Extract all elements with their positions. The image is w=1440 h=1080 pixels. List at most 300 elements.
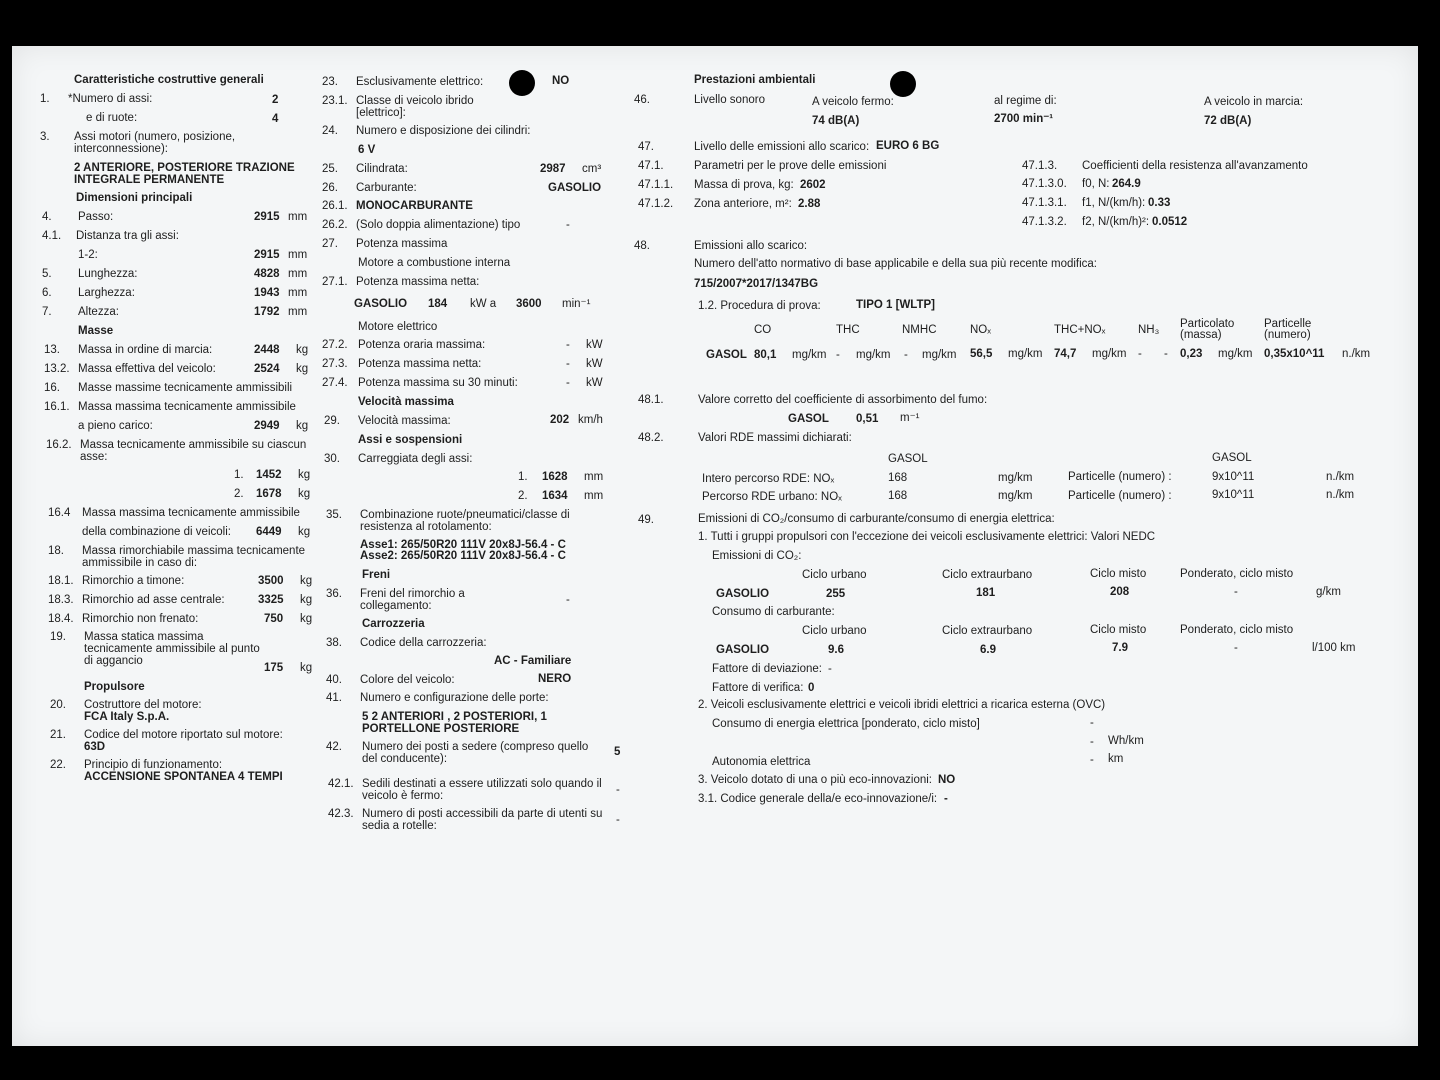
- col3-text: Ciclo urbano: [802, 569, 867, 581]
- col3-text: Percorso RDE urbano: NOₓ: [702, 491, 842, 503]
- col3-text: Valori RDE massimi dichiarati:: [698, 432, 852, 444]
- col3-text: Emissioni allo scarico:: [694, 240, 808, 252]
- col2-text: Potenza massima netta:: [358, 358, 482, 370]
- col2-text: AC - Familiare: [494, 655, 572, 667]
- col2-text: -: [566, 377, 570, 389]
- col3-text: mg/km: [1218, 348, 1253, 360]
- col2-text: NERO: [538, 673, 572, 685]
- col3-text: (massa): [1180, 329, 1222, 341]
- col3-text: 264.9: [1112, 178, 1141, 190]
- col3-text: Autonomia elettrica: [712, 756, 811, 768]
- col2-text: 35.: [326, 509, 342, 521]
- col1-text: 19.: [50, 631, 66, 643]
- col2-text: 42.3.: [328, 808, 354, 820]
- col2-text: Motore elettrico: [358, 321, 438, 333]
- col3-text: Prestazioni ambientali: [694, 74, 816, 86]
- col2-text: 24.: [322, 125, 338, 137]
- col3-text: CO: [754, 324, 772, 336]
- col3-text: f1, N/(km/h):: [1082, 197, 1146, 209]
- col3-text: GASOLIO: [716, 588, 770, 600]
- col2-text: GASOLIO: [548, 182, 602, 194]
- col3-text: 0,23: [1180, 348, 1203, 360]
- col3-text: f0, N:: [1082, 178, 1110, 190]
- col3-text: 0,51: [856, 413, 879, 425]
- col2-text: 27.2.: [322, 339, 348, 351]
- col2-text: 5: [614, 746, 621, 758]
- col3-text: 47.1.1.: [638, 179, 674, 191]
- col3-text: Ciclo extraurbano: [942, 625, 1033, 637]
- col1-text: 18.3.: [48, 594, 74, 606]
- col2-text: Sedili destinati a essere utilizzati solo quando il veicolo è fermo:: [362, 778, 602, 802]
- col3-text: -: [1164, 348, 1168, 360]
- col3-text: 80,1: [754, 349, 777, 361]
- col2-text: (Solo doppia alimentazione) tipo: [356, 219, 521, 231]
- col1-text: 1678: [256, 488, 282, 500]
- col2-text: MONOCARBURANTE: [356, 200, 473, 212]
- col3-text: 2602: [800, 179, 826, 191]
- col1-text: 21.: [50, 729, 66, 741]
- col2-text: -: [616, 814, 620, 826]
- col2-text: 26.1.: [322, 200, 348, 212]
- col2-text: -: [616, 784, 620, 796]
- col2-text: Carburante:: [356, 182, 417, 194]
- col2-text: kW a: [470, 298, 497, 310]
- col3-text: m⁻¹: [900, 412, 920, 424]
- col2-text: 30.: [324, 453, 340, 465]
- col2-text: Colore del veicolo:: [360, 674, 455, 686]
- col2-text: 42.: [326, 741, 342, 753]
- col2-text: kW: [586, 377, 603, 389]
- col1-text: 4.: [42, 211, 52, 223]
- col3-text: n./km: [1342, 348, 1371, 360]
- col3-text: Consumo di carburante:: [712, 606, 835, 618]
- col3-text: 168: [888, 472, 908, 484]
- col3-text: 2. Veicoli esclusivamente elettrici e veicoli ibridi elettrici a ricarica esterna (OVC): [698, 699, 1106, 711]
- col2-text: 1628: [542, 471, 568, 483]
- col1-text: 4.1.: [42, 230, 62, 242]
- col2-text: mm: [584, 490, 604, 502]
- col1-text: 18.4.: [48, 613, 74, 625]
- col1-text: ACCENSIONE SPONTANEA 4 TEMPI: [84, 771, 283, 783]
- col2-text: Carreggiata degli assi:: [358, 453, 473, 465]
- col3-text: Particelle (numero) :: [1068, 471, 1172, 483]
- col3-text: 2.88: [798, 198, 821, 210]
- col3-text: -: [1090, 754, 1094, 766]
- col3-text: 56,5: [970, 348, 993, 360]
- col1-text: Caratteristiche costruttive generali: [74, 74, 264, 86]
- col2-text: 3600: [516, 298, 542, 310]
- col3-text: f2, N/(km/h)²:: [1082, 216, 1150, 228]
- col3-text: 181: [976, 587, 996, 599]
- col3-text: 9x10^11: [1212, 489, 1255, 501]
- col1-text: mm: [288, 211, 308, 223]
- col3-text: Ciclo extraurbano: [942, 569, 1033, 581]
- col3-text: -: [1234, 642, 1238, 654]
- col2-text: 184: [428, 298, 448, 310]
- col3-text: -: [1234, 586, 1238, 598]
- col2-text: -: [566, 358, 570, 370]
- col3-text: Ponderato, ciclo misto: [1180, 624, 1294, 636]
- col2-text: 27.3.: [322, 358, 348, 370]
- col1-text: Costruttore del motore:: [84, 699, 202, 711]
- col3-text: n./km: [1326, 489, 1355, 501]
- col3-text: 72 dB(A): [1204, 115, 1252, 127]
- col3-text: NH₃: [1138, 324, 1160, 336]
- col2-text: 27.: [322, 238, 338, 250]
- col1-text: 1792: [254, 306, 280, 318]
- col3-text: 3. Veicolo dotato di una o più eco-innovazioni:: [698, 774, 932, 786]
- col3-text: (numero): [1264, 329, 1311, 341]
- col1-text: 63D: [84, 741, 106, 753]
- col3-text: Fattore di verifica:: [712, 682, 804, 694]
- col1-text: 3.: [40, 131, 50, 143]
- col3-text: -: [1090, 736, 1094, 748]
- col1-text: Assi motori (numero, posizione, interconnessione):: [74, 131, 236, 155]
- col3-text: 47.: [638, 141, 654, 153]
- col1-text: 16.: [44, 382, 60, 394]
- col3-text: 7.9: [1112, 642, 1128, 654]
- col3-text: GASOL: [788, 413, 829, 425]
- col3-text: al regime di:: [994, 95, 1057, 107]
- col3-text: l/100 km: [1312, 642, 1356, 654]
- col2-text: Potenza massima netta:: [356, 276, 480, 288]
- col1-text: 1943: [254, 287, 280, 299]
- col3-text: Ciclo urbano: [802, 625, 867, 637]
- col3-text: -: [836, 349, 840, 361]
- col3-text: -: [1090, 717, 1094, 729]
- col3-text: Intero percorso RDE: NOₓ: [702, 473, 835, 485]
- col2-text: 1.: [518, 471, 528, 483]
- col1-text: mm: [288, 306, 308, 318]
- col3-text: Valore corretto del coefficiente di assorbimento del fumo:: [698, 394, 988, 406]
- col2-text: 23.: [322, 76, 338, 88]
- col1-text: Rimorchio a timone:: [82, 575, 185, 587]
- col1-text: Masse: [78, 325, 114, 337]
- col3-text: Emissioni di CO₂/consumo di carburante/consumo di energia elettrica:: [698, 513, 1055, 525]
- col1-text: 16.4: [48, 507, 71, 519]
- col1-text: Rimorchio ad asse centrale:: [82, 594, 225, 606]
- col1-text: 1.: [234, 469, 244, 481]
- col3-text: 1.2. Procedura di prova:: [698, 300, 821, 312]
- col1-text: 3325: [258, 594, 284, 606]
- col1-text: kg: [298, 469, 311, 481]
- col2-text: Codice della carrozzeria:: [360, 637, 487, 649]
- col1-text: 7.: [42, 306, 52, 318]
- col3-text: NOₓ: [970, 324, 992, 336]
- col1-text: 4828: [254, 268, 280, 280]
- col3-text: 0,35x10^11: [1264, 348, 1325, 360]
- col1-text: Masse massime tecnicamente ammissibili: [78, 382, 293, 394]
- col1-text: 4: [272, 113, 279, 125]
- col3-text: Ciclo misto: [1090, 568, 1147, 580]
- col3-text: Parametri per le prove delle emissioni: [694, 160, 887, 172]
- col1-text: 1452: [256, 469, 282, 481]
- col2-text: Motore a combustione interna: [358, 257, 511, 269]
- col3-text: Ponderato, ciclo misto: [1180, 568, 1294, 580]
- col3-text: -: [944, 793, 948, 805]
- col3-text: GASOL: [706, 349, 747, 361]
- col1-text: 750: [264, 613, 284, 625]
- col3-text: Livello sonoro: [694, 94, 765, 106]
- col2-text: 202: [550, 414, 570, 426]
- col2-text: NO: [552, 75, 570, 87]
- col2-text: Asse1: 265/50R20 111V 20x8J-56.4 - C: [360, 539, 566, 551]
- col1-text: kg: [300, 662, 313, 674]
- col3-text: Particelle: [1264, 318, 1312, 330]
- col3-text: 46.: [634, 94, 650, 106]
- col3-text: 0.0512: [1152, 216, 1188, 228]
- col1-text: 5.: [42, 268, 52, 280]
- col2-text: Numero di posti accessibili da parte di utenti su sedia a rotelle:: [362, 808, 603, 832]
- col1-text: mm: [288, 249, 308, 261]
- col1-text: kg: [300, 613, 313, 625]
- col1-text: 2 ANTERIORE, POSTERIORE TRAZIONE INTEGRALE PERMANENTE: [74, 162, 295, 186]
- col1-text: Altezza:: [78, 306, 119, 318]
- col1-text: Larghezza:: [78, 287, 135, 299]
- col3-text: Fattore di deviazione:: [712, 663, 822, 675]
- col3-text: 0: [808, 682, 815, 694]
- col1-text: Propulsore: [84, 681, 145, 693]
- col3-text: THC+NOₓ: [1054, 324, 1106, 336]
- col2-text: 38.: [326, 637, 342, 649]
- col3-text: 715/2007*2017/1347BG: [694, 278, 819, 290]
- col1-text: *Numero di assi:: [68, 93, 153, 105]
- col3-text: Livello delle emissioni allo scarico:: [694, 141, 870, 153]
- col1-text: Principio di funzionamento:: [84, 759, 223, 771]
- col1-text: 6.: [42, 287, 52, 299]
- col3-text: g/km: [1316, 586, 1341, 598]
- col1-text: 16.1.: [44, 401, 70, 413]
- col2-text: 26.2.: [322, 219, 348, 231]
- col1-text: kg: [298, 526, 311, 538]
- col3-text: 74 dB(A): [812, 115, 860, 127]
- col3-text: 47.1.3.: [1022, 160, 1058, 172]
- col1-text: Massa effettiva del veicolo:: [78, 363, 216, 375]
- col2-text: Cilindrata:: [356, 163, 408, 175]
- col1-text: 18.1.: [48, 575, 74, 587]
- col2-text: kW: [586, 358, 603, 370]
- col2-text: Potenza massima su 30 minuti:: [358, 377, 518, 389]
- col3-text: NMHC: [902, 324, 937, 336]
- col2-text: Velocità massima:: [358, 415, 451, 427]
- col2-text: min⁻¹: [562, 298, 591, 310]
- col2-text: Esclusivamente elettrico:: [356, 76, 484, 88]
- col3-text: 49.: [638, 514, 654, 526]
- col2-text: -: [566, 219, 570, 231]
- col1-text: mm: [288, 287, 308, 299]
- col2-text: Numero e disposizione dei cilindri:: [356, 125, 531, 137]
- col2-text: GASOLIO: [354, 298, 408, 310]
- col1-text: kg: [296, 420, 309, 432]
- col1-text: 3500: [258, 575, 284, 587]
- punch-hole-left: [509, 70, 535, 96]
- col3-text: TIPO 1 [WLTP]: [856, 299, 936, 311]
- col1-text: a pieno carico:: [78, 420, 153, 432]
- col1-text: Massa in ordine di marcia:: [78, 344, 213, 356]
- col3-text: Wh/km: [1108, 735, 1144, 747]
- col2-text: Numero e configurazione delle porte:: [360, 692, 549, 704]
- col3-text: Zona anteriore, m²:: [694, 198, 792, 210]
- col3-text: 47.1.2.: [638, 198, 674, 210]
- col3-text: 47.1.3.2.: [1022, 216, 1067, 228]
- col1-text: Massa tecnicamente ammissibile su ciascun asse:: [80, 439, 307, 463]
- col3-text: 168: [888, 490, 908, 502]
- col3-text: A veicolo in marcia:: [1204, 96, 1304, 108]
- col2-text: Asse2: 265/50R20 111V 20x8J-56.4 - C: [360, 550, 566, 562]
- col3-text: Particolato: [1180, 318, 1235, 330]
- col1-text: kg: [296, 344, 309, 356]
- col3-text: -: [904, 349, 908, 361]
- col1-text: kg: [300, 594, 313, 606]
- col3-text: mg/km: [998, 490, 1033, 502]
- col3-text: mg/km: [1092, 348, 1127, 360]
- col2-text: kW: [586, 339, 603, 351]
- col3-text: Massa di prova, kg:: [694, 179, 794, 191]
- col3-text: 74,7: [1054, 348, 1077, 360]
- col2-text: 23.1.: [322, 95, 348, 107]
- punch-hole-right: [890, 71, 916, 97]
- col1-text: 2: [272, 94, 279, 106]
- col1-text: 2.: [234, 488, 244, 500]
- col2-text: 36.: [326, 588, 342, 600]
- col3-text: mg/km: [856, 349, 891, 361]
- col1-text: 2524: [254, 363, 280, 375]
- col2-text: Numero dei posti a sedere (compreso quello del conducente):: [362, 741, 589, 765]
- col3-text: 1. Tutti i gruppi propulsori con l'eccezione dei veicoli esclusivamente elettrici: Valori NEDC: [698, 531, 1156, 543]
- col1-text: 13.: [44, 344, 60, 356]
- col3-text: GASOLIO: [716, 644, 770, 656]
- col1-text: FCA Italy S.p.A.: [84, 711, 170, 723]
- col3-text: 6.9: [980, 644, 996, 656]
- col3-text: 0.33: [1148, 197, 1171, 209]
- col2-text: 2.: [518, 490, 528, 502]
- col3-text: Coefficienti della resistenza all'avanzamento: [1082, 160, 1308, 172]
- col3-text: Numero dell'atto normativo di base applicabile e della sua più recente modifica:: [694, 258, 1098, 270]
- col1-text: 20.: [50, 699, 66, 711]
- col1-text: Rimorchio non frenato:: [82, 613, 199, 625]
- col1-text: 22.: [50, 759, 66, 771]
- col3-text: GASOL: [888, 453, 928, 465]
- col1-text: della combinazione di veicoli:: [82, 526, 231, 538]
- col2-text: 27.1.: [322, 276, 348, 288]
- col2-text: 6 V: [358, 144, 376, 156]
- col2-text: 41.: [326, 692, 342, 704]
- col1-text: Dimensioni principali: [76, 192, 193, 204]
- col3-text: 255: [826, 588, 846, 600]
- col2-text: Combinazione ruote/pneumatici/classe di resistenza al rotolamento:: [360, 509, 570, 533]
- col3-text: A veicolo fermo:: [812, 96, 894, 108]
- col1-text: Massa massima tecnicamente ammissibile: [78, 401, 296, 413]
- col1-text: Massa statica massima tecnicamente ammissibile al punto di aggancio: [84, 631, 260, 667]
- col1-text: e di ruote:: [86, 112, 138, 124]
- col3-text: n./km: [1326, 471, 1355, 483]
- col2-text: Carrozzeria: [362, 618, 425, 630]
- col1-text: 6449: [256, 526, 282, 538]
- col2-text: cm³: [582, 163, 602, 175]
- col1-text: 2949: [254, 420, 280, 432]
- col3-text: EURO 6 BG: [876, 140, 940, 152]
- col2-text: mm: [584, 471, 604, 483]
- col2-text: 5 2 ANTERIORI , 2 POSTERIORI, 1 PORTELLONE POSTERIORE: [362, 711, 547, 735]
- col2-text: 2987: [540, 163, 566, 175]
- col2-text: Classe di veicolo ibrido [elettrico]:: [356, 95, 474, 119]
- col3-text: 9.6: [828, 644, 844, 656]
- col2-text: Freni: [362, 569, 391, 581]
- col2-text: 42.1.: [328, 778, 354, 790]
- col3-text: mg/km: [998, 472, 1033, 484]
- col2-text: Velocità massima: [358, 396, 454, 408]
- col1-text: Massa rimorchiabile massima tecnicamente ammissibile in caso di:: [82, 545, 306, 569]
- col2-text: Potenza massima: [356, 238, 448, 250]
- col3-text: km: [1108, 753, 1124, 765]
- col3-text: 208: [1110, 586, 1130, 598]
- col2-text: 29.: [324, 415, 340, 427]
- col3-text: 3.1. Codice generale della/e eco-innovazione/i:: [698, 793, 938, 805]
- col1-text: Codice del motore riportato sul motore:: [84, 729, 283, 741]
- col3-text: 48.1.: [638, 394, 664, 406]
- col3-text: mg/km: [792, 349, 827, 361]
- col1-text: mm: [288, 268, 308, 280]
- col3-text: mg/km: [1008, 348, 1043, 360]
- col3-text: Particelle (numero) :: [1068, 490, 1172, 502]
- col1-text: Distanza tra gli assi:: [76, 230, 179, 242]
- col2-text: 27.4.: [322, 377, 348, 389]
- col2-text: 40.: [326, 674, 342, 686]
- col3-text: GASOL: [1212, 452, 1252, 464]
- col3-text: 47.1.3.0.: [1022, 178, 1067, 190]
- col1-text: 2448: [254, 344, 280, 356]
- col1-text: 1-2:: [78, 249, 98, 261]
- col1-text: kg: [298, 488, 311, 500]
- col2-text: -: [566, 594, 570, 606]
- col3-text: -: [1138, 348, 1142, 360]
- col1-text: 2915: [254, 211, 280, 223]
- col3-text: Ciclo misto: [1090, 624, 1147, 636]
- col2-text: km/h: [578, 414, 603, 426]
- col1-text: Passo:: [78, 211, 114, 223]
- col1-text: 18.: [48, 545, 64, 557]
- col3-text: mg/km: [922, 349, 957, 361]
- col2-text: Potenza oraria massima:: [358, 339, 486, 351]
- col1-text: kg: [300, 575, 313, 587]
- col3-text: 48.: [634, 240, 650, 252]
- col2-text: Assi e sospensioni: [358, 434, 463, 446]
- col1-text: 13.2.: [44, 363, 70, 375]
- col3-text: 47.1.3.1.: [1022, 197, 1067, 209]
- col1-text: 16.2.: [46, 439, 72, 451]
- col1-text: Massa massima tecnicamente ammissibile: [82, 507, 300, 519]
- col3-text: 9x10^11: [1212, 471, 1255, 483]
- col3-text: 48.2.: [638, 432, 664, 444]
- col2-text: 1634: [542, 490, 568, 502]
- col3-text: Emissioni di CO₂:: [712, 550, 802, 562]
- col1-text: 175: [264, 662, 284, 674]
- col3-text: Consumo di energia elettrica [ponderato, ciclo misto]: [712, 718, 980, 730]
- col1-text: 1.: [40, 93, 50, 105]
- col3-text: -: [828, 663, 832, 675]
- col3-text: 47.1.: [638, 160, 664, 172]
- col2-text: 25.: [322, 163, 338, 175]
- col3-text: THC: [836, 324, 860, 336]
- col2-text: Freni del rimorchio a collegamento:: [360, 588, 465, 612]
- col2-text: 26.: [322, 182, 338, 194]
- col3-text: NO: [938, 774, 956, 786]
- col1-text: 2915: [254, 249, 280, 261]
- col1-text: Lunghezza:: [78, 268, 138, 280]
- col3-text: 2700 min⁻¹: [994, 113, 1054, 125]
- col2-text: -: [566, 339, 570, 351]
- col1-text: kg: [296, 363, 309, 375]
